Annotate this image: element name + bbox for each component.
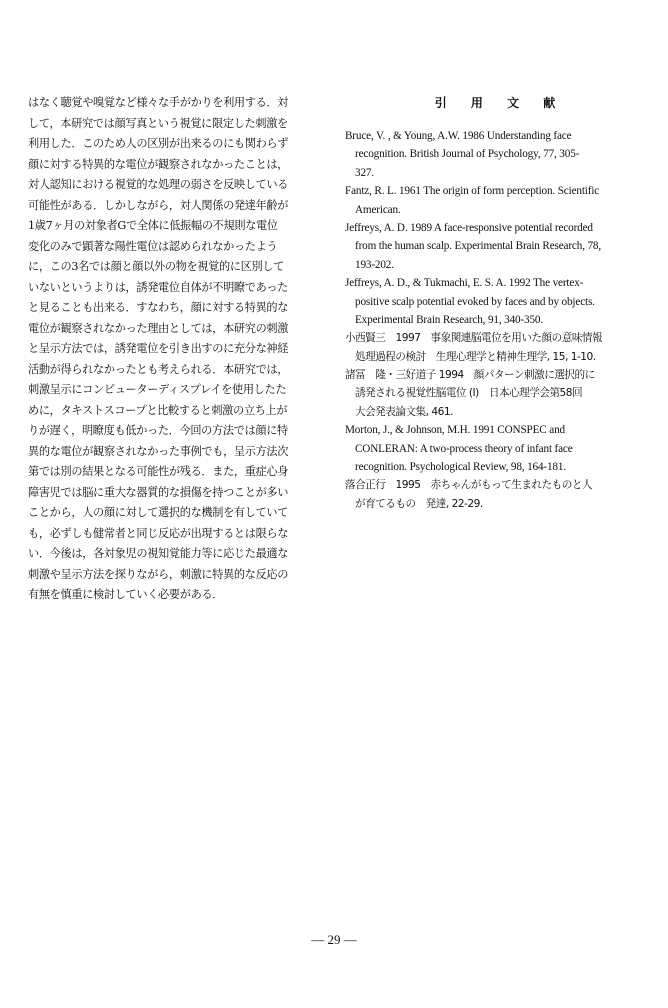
reference-line: 327. <box>355 166 374 179</box>
reference-line: recognition. Psychological Review, 98, 164-181. <box>355 461 566 474</box>
body-line: 異的な電位が観察されなかった事例でも，呈示方法次 <box>28 444 289 458</box>
body-line: 電位が観察されなかった理由としては，本研究の刺激 <box>28 321 289 335</box>
reference-line: Jeffreys, A. D., & Tukmachi, E. S. A. 1992 The vertex- <box>345 277 584 290</box>
reference-line: 誘発される視覚性脳電位 (Ⅰ) 日本心理学会第58回 <box>355 387 583 400</box>
reference-entry <box>345 421 645 476</box>
reference-line: 諸冨 隆・三好道子 1994 顔パターン刺激に選択的に <box>345 369 595 382</box>
body-line: して，本研究では顔写真という視覚に限定した刺激を <box>28 116 288 130</box>
page-number: — 29 — <box>311 932 357 947</box>
reference-line: positive scalp potential evoked by faces and by objects. <box>355 295 595 308</box>
reference-line: CONLERAN: A two-process theory of infant face <box>355 442 573 455</box>
reference-entry <box>345 274 645 329</box>
references-column <box>345 93 645 513</box>
reference-line: 小西賢三 1997 事象関連脳電位を用いた顔の意味情報 <box>345 332 603 345</box>
body-line: めに，タキストスコープと比較すると刺激の立ち上が <box>28 403 288 417</box>
reference-entry <box>345 127 645 182</box>
reference-line: Experimental Brain Research, 91, 340-350. <box>355 313 544 326</box>
body-line: 刺激や呈示方法を探りながら，刺激に特異的な反応の <box>28 567 289 581</box>
body-line: 利用した．このため人の区別が出来るのにも関わらず <box>28 137 289 150</box>
body-line: 第では別の結果となる可能性が残る．また，重症心身 <box>28 465 289 478</box>
body-line: 1歳7ヶ月の対象者Gで全体に低振幅の不規則な電位 <box>28 219 278 232</box>
body-line: い．今後は，各対象児の視知覚能力等に応じた最適な <box>28 547 289 560</box>
body-line: 変化のみで顕著な陽性電位は認められなかったよう <box>28 239 278 253</box>
reference-line: が育てるもの 発達, 22-29. <box>355 497 483 510</box>
body-line: ことから，人の顔に対して選択的な機制を有していて <box>28 506 289 519</box>
body-line: 刺激呈示にコンピューターディスプレイを使用したた <box>28 383 287 396</box>
reference-line: from the human scalp. Experimental Brain Research, 78, <box>355 240 602 253</box>
reference-entry <box>345 329 645 366</box>
reference-entry <box>345 219 645 274</box>
reference-line: 処理過程の検討 生理心理学と精神生理学, 15, 1-10. <box>355 350 596 363</box>
body-line: 顔に対する特異的な電位が観察されなかったことは， <box>28 157 289 171</box>
body-line: に，この3名では顔と顔以外の物を視覚的に区別して <box>28 260 285 273</box>
body-line: りが遅く，明瞭度も低かった．今回の方法では顔に特 <box>28 424 288 437</box>
body-line: いないというよりは，誘発電位自体が不明瞭であった <box>28 280 288 294</box>
body-line: も，必ずしも健常者と同じ反応が出現するとは限らな <box>28 526 289 540</box>
reference-line: Fantz, R. L. 1961 The origin of form perception. Scientific <box>345 185 600 198</box>
references-heading: 引 用 文 献 <box>434 96 566 110</box>
body-text-column <box>28 93 328 606</box>
body-line: 障害児では脳に重大な器質的な損傷を持つことが多い <box>28 485 289 499</box>
reference-line: Morton, J., & Johnson, M.H. 1991 CONSPEC and <box>345 424 565 437</box>
body-line: 可能性がある．しかしながら，対人関係の発達年齢が <box>28 198 289 212</box>
reference-line: 193-202. <box>355 258 394 271</box>
reference-line: recognition. British Journal of Psychology, 77, 305- <box>355 148 580 161</box>
reference-entry <box>345 366 645 421</box>
body-line: 活動が得られなかったとも考えられる．本研究では， <box>28 362 289 376</box>
body-line: 有無を慎重に検討していく必要がある． <box>28 588 224 601</box>
reference-line: 落合正行 1995 赤ちゃんがもって生まれたものと人 <box>345 479 593 492</box>
reference-line: Jeffreys, A. D. 1989 A face-responsive potential recorded <box>345 221 593 234</box>
body-line: と呈示方法では，誘発電位を引き出すのに充分な神経 <box>28 342 289 355</box>
body-line: 対人認知における視覚的な処理の弱さを反映している <box>28 178 289 191</box>
reference-entry <box>345 476 645 513</box>
reference-line: American. <box>355 203 401 216</box>
reference-entry <box>345 182 645 219</box>
body-line: と見ることも出来る．すなわち，顔に対する特異的な <box>28 301 289 314</box>
reference-line: Bruce, V. , & Young, A.W. 1986 Understanding face <box>345 130 572 142</box>
reference-line: 大会発表論文集, 461. <box>355 405 453 418</box>
body-line: はなく聴覚や嗅覚など様々な手がかりを利用する．対 <box>28 96 289 109</box>
